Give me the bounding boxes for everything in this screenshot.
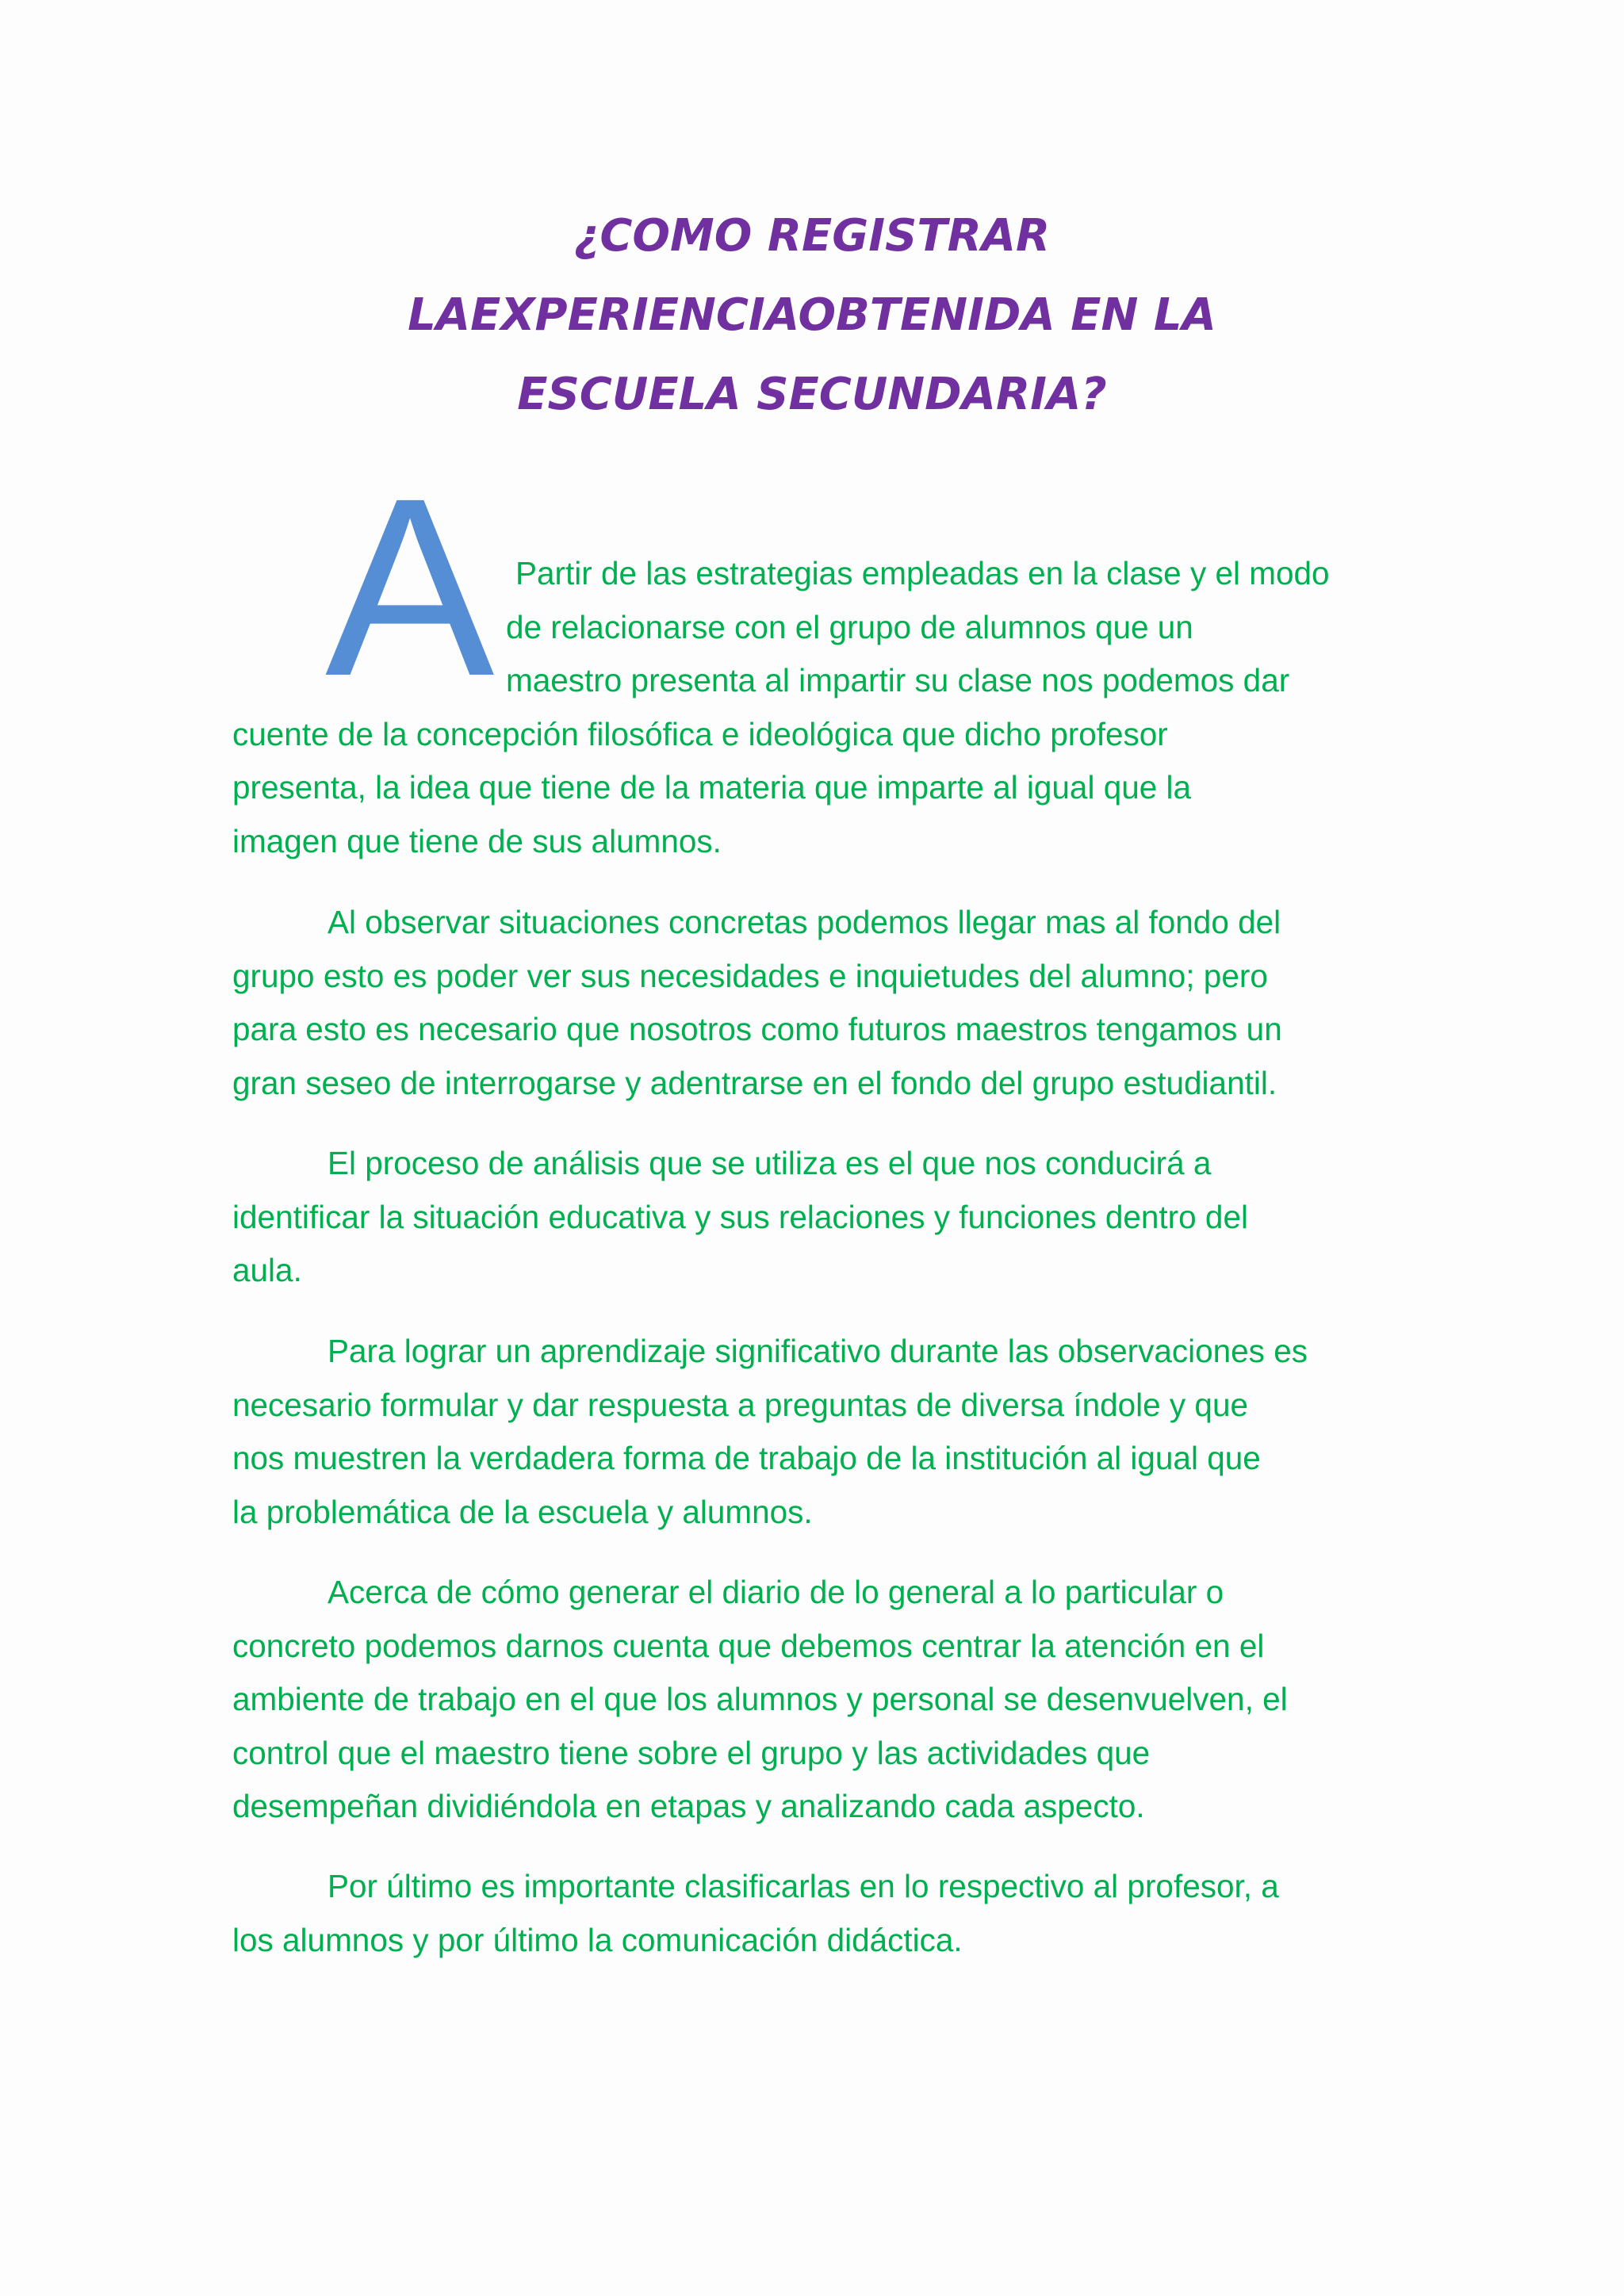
paragraph-line: aula. — [232, 1252, 302, 1288]
title-line: ESCUELA SECUNDARIA? — [517, 369, 1107, 420]
paragraph-line: control que el maestro tiene sobre el grupo y las actividades que — [232, 1734, 1151, 1771]
paragraph — [232, 1860, 1398, 1967]
paragraph-line: los alumnos y por último la comunicación didáctica. — [232, 1921, 963, 1958]
paragraph — [232, 547, 1398, 868]
paragraph-line: imagen que tiene de sus alumnos. — [232, 822, 722, 859]
document-title — [238, 197, 1386, 434]
paragraph-line: presenta, la idea que tiene de la materia que imparte al igual que la — [232, 769, 1192, 806]
paragraph-line: grupo esto es poder ver sus necesidades e inquietudes del alumno; pero — [232, 957, 1268, 994]
paragraph-line: Acerca de cómo generar el diario de lo general a lo particular o — [327, 1574, 1224, 1610]
paragraph-line: Al observar situaciones concretas podemos llegar mas al fondo del — [327, 904, 1281, 940]
paragraph-line: maestro presenta al impartir su clase nos podemos dar — [506, 662, 1290, 698]
drop-cap-letter: A — [325, 445, 495, 729]
paragraph-line: necesario formular y dar respuesta a preguntas de diversa índole y que — [232, 1386, 1248, 1423]
paragraph-line: concreto podemos darnos cuenta que debemos centrar la atención en el — [232, 1627, 1265, 1664]
title-line: ¿COMO REGISTRAR — [573, 210, 1051, 262]
paragraph-line: Partir de las estrategias empleadas en la clase y el modo — [515, 555, 1330, 591]
paragraph-line: de relacionarse con el grupo de alumnos que un — [506, 608, 1193, 645]
paragraph-line: gran seseo de interrogarse y adentrarse en el fondo del grupo estudiantil. — [232, 1064, 1277, 1101]
title-line: LAEXPERIENCIAOBTENIDA EN LA — [408, 289, 1216, 341]
paragraph-line: ambiente de trabajo en el que los alumnos y personal se desenvuelven, el — [232, 1681, 1288, 1717]
paragraph-line: Para lograr un aprendizaje significativo durante las observaciones es — [327, 1333, 1308, 1369]
paragraph-line: para esto es necesario que nosotros como futuros maestros tengamos un — [232, 1011, 1282, 1047]
paragraph-line: cuente de la concepción filosófica e ideológica que dicho profesor — [232, 715, 1168, 752]
paragraph-line: nos muestren la verdadera forma de trabajo de la institución al igual que — [232, 1440, 1261, 1476]
paragraph-line: identificar la situación educativa y sus relaciones y funciones dentro del — [232, 1198, 1248, 1235]
paragraph-line: El proceso de análisis que se utiliza es el que nos conducirá a — [327, 1145, 1212, 1181]
paragraph-line: Por último es importante clasificarlas en lo respectivo al profesor, a — [327, 1868, 1279, 1904]
paragraph — [232, 1325, 1398, 1539]
paragraph — [232, 896, 1398, 1110]
paragraph — [232, 1566, 1398, 1834]
paragraph-line: desempeñan dividiéndola en etapas y analizando cada aspecto. — [232, 1788, 1145, 1824]
paragraph — [232, 1137, 1398, 1298]
paragraph-line: la problemática de la escuela y alumnos. — [232, 1493, 813, 1530]
